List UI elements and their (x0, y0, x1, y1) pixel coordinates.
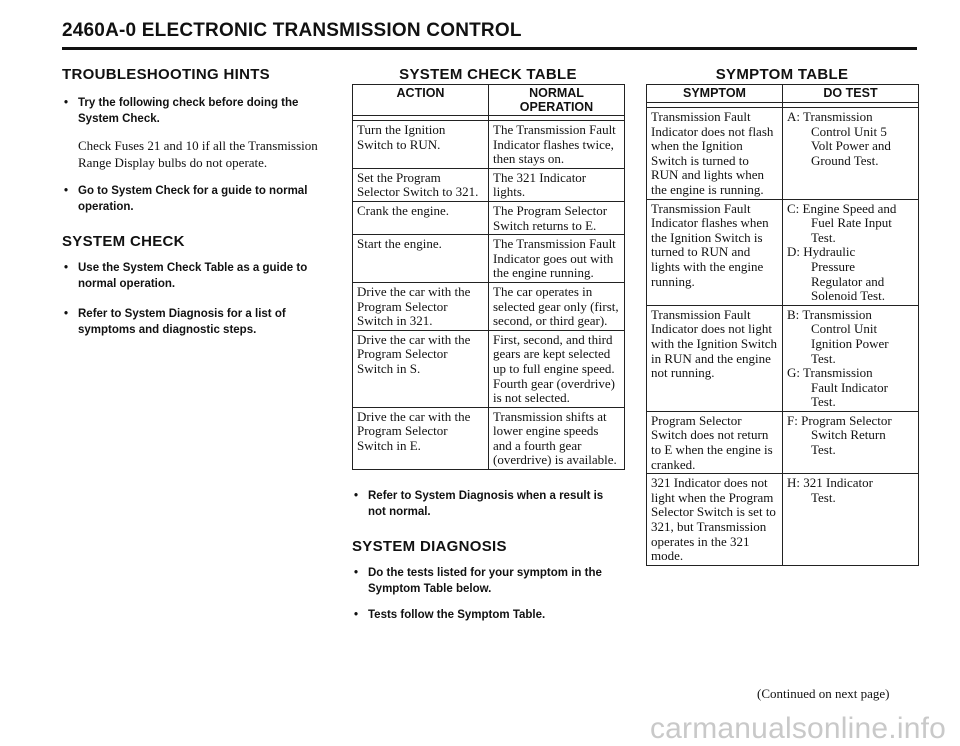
test-cell (783, 474, 919, 566)
test-code: A: (787, 109, 800, 124)
continued-note: (Continued on next page) (757, 686, 890, 701)
test-line: Ignition Power (811, 335, 889, 351)
table-row (353, 168, 625, 201)
test-code: G: (787, 365, 800, 381)
test-code: F: (787, 412, 798, 428)
test-name: Transmission (803, 109, 873, 124)
watermark-text: carmanualsonline.info (649, 712, 946, 745)
table-row (353, 407, 625, 469)
action-cell: Turn the Ignition Switch to RUN. (353, 121, 489, 169)
test-entry (787, 202, 914, 217)
test-entry (787, 414, 914, 429)
test-name: 321 Indicator (803, 475, 873, 491)
test-code: C: (787, 200, 800, 216)
action-cell: Drive the car with the Program Selector Switch in E. (353, 407, 489, 469)
col-normal-header: NORMAL OPERATION (489, 85, 625, 116)
col-action-header: ACTION (353, 85, 489, 116)
test-name: Hydraulic (803, 244, 856, 260)
system-check-title: SYSTEM CHECK (62, 233, 185, 250)
symptom-table-body (647, 108, 919, 566)
test-cell (783, 199, 919, 305)
troubleshooting-note: Check Fuses 21 and 10 if all the Transmission Range Display bulbs do not operate. (78, 138, 318, 170)
symptom-table (646, 84, 919, 566)
troubleshooting-title: TROUBLESHOOTING HINTS (62, 66, 270, 83)
test-line: Regulator and (811, 273, 885, 289)
action-cell: Crank the engine. (353, 201, 489, 234)
test-cell (783, 305, 919, 411)
symptom-cell: Transmission Fault Indicator flashes when the Ignition Switch is turned to RUN and lights with the engine running. (647, 199, 783, 305)
symptom-cell: 321 Indicator does not light when the Program Selector Switch is set to 321, but Transmission operates in the 321 mode. (647, 474, 783, 566)
normal-cell: The Program Selector Switch returns to E. (489, 201, 625, 234)
normal-cell: The Transmission Fault Indicator goes out with the engine running. (489, 235, 625, 283)
test-line: Test. (811, 350, 836, 366)
table-row (353, 201, 625, 234)
normal-cell: The Transmission Fault Indicator flashes twice, then stays on. (489, 121, 625, 169)
symptom-cell: Transmission Fault Indicator does not flash when the Ignition Switch is turned to RUN and lights when the engine is running. (647, 108, 783, 200)
test-line: Pressure (811, 258, 856, 274)
test-line: Control Unit 5 (811, 123, 887, 139)
symptom-cell: Transmission Fault Indicator does not light with the Ignition Switch in RUN and the engine not running. (647, 305, 783, 411)
test-entry (787, 476, 914, 491)
test-line: Switch Return (811, 427, 886, 443)
system-check-bullet-1: • Use the System Check Table as a guide to normal operation. (62, 260, 332, 292)
system-check-bullet-2: • Refer to System Diagnosis for a list of symptoms and diagnostic steps. (62, 306, 332, 338)
test-name: Program Selector (801, 412, 892, 428)
symptom-cell: Program Selector Switch does not return to E when the engine is cranked. (647, 411, 783, 473)
test-line: Control Unit (811, 321, 878, 337)
table-row (353, 330, 625, 407)
test-line: Ground Test. (811, 152, 879, 168)
system-check-table-title: SYSTEM CHECK TABLE (399, 66, 577, 83)
test-entry (787, 245, 914, 260)
symptom-table-title: SYMPTOM TABLE (715, 66, 849, 83)
test-line: Solenoid Test. (811, 288, 885, 304)
test-code: B: (787, 306, 800, 322)
page-header (62, 20, 917, 50)
test-line: Volt Power and (811, 138, 891, 154)
system-diagnosis-bullet-1: • Do the tests listed for your symptom in the Symptom Table below. (352, 565, 624, 597)
test-cell (783, 411, 919, 473)
normal-cell: The 321 Indicator lights. (489, 168, 625, 201)
test-entry (787, 366, 914, 381)
col-test-header: DO TEST (783, 85, 919, 103)
action-cell: Drive the car with the Program Selector Switch in S. (353, 330, 489, 407)
table-row (647, 474, 919, 566)
test-name: Engine Speed and (802, 200, 897, 216)
test-code: H: (787, 475, 800, 491)
test-line: Fuel Rate Input (811, 215, 892, 231)
middle-column (352, 66, 624, 623)
action-cell: Drive the car with the Program Selector Switch in 321. (353, 282, 489, 330)
table-row (353, 235, 625, 283)
table-row (647, 305, 919, 411)
system-check-table-body (353, 121, 625, 470)
test-code: D: (787, 244, 800, 260)
system-diagnosis-bullet-2: • Tests follow the Symptom Table. (352, 607, 624, 623)
action-cell: Set the Program Selector Switch to 321. (353, 168, 489, 201)
test-line: Test. (811, 489, 836, 505)
system-check-table-bullet: • Refer to System Diagnosis when a result is not normal. (352, 488, 624, 520)
page-title: 2460A-0 ELECTRONIC TRANSMISSION CONTROL (62, 20, 522, 41)
right-column (646, 66, 918, 566)
table-row (353, 121, 625, 169)
test-cell (783, 108, 919, 200)
troubleshooting-bullet-1: • Try the following check before doing the System Check. (62, 95, 332, 127)
left-column (62, 66, 332, 338)
test-entry (787, 308, 914, 323)
action-cell: Start the engine. (353, 235, 489, 283)
table-row (353, 282, 625, 330)
normal-cell: Transmission shifts at lower engine speeds and a fourth gear (overdrive) is available. (489, 407, 625, 469)
test-line: Test. (811, 394, 836, 410)
test-name: Transmission (803, 365, 873, 381)
header-rule (62, 47, 917, 50)
test-line: Test. (811, 442, 836, 458)
normal-cell: The car operates in selected gear only (first, second, or third gear). (489, 282, 625, 330)
table-row (647, 199, 919, 305)
test-name: Transmission (802, 306, 872, 322)
normal-cell: First, second, and third gears are kept selected up to full engine speed. Fourth gear (overdrive) is not selected. (489, 330, 625, 407)
col-symptom-header: SYMPTOM (647, 85, 783, 103)
test-line: Test. (811, 229, 836, 245)
table-row (647, 108, 919, 200)
system-diagnosis-title: SYSTEM DIAGNOSIS (352, 538, 507, 556)
test-line: Fault Indicator (811, 379, 888, 395)
table-row (647, 411, 919, 473)
test-entry (787, 110, 914, 125)
troubleshooting-bullet-2: • Go to System Check for a guide to normal operation. (62, 183, 332, 215)
system-check-table (352, 84, 625, 470)
